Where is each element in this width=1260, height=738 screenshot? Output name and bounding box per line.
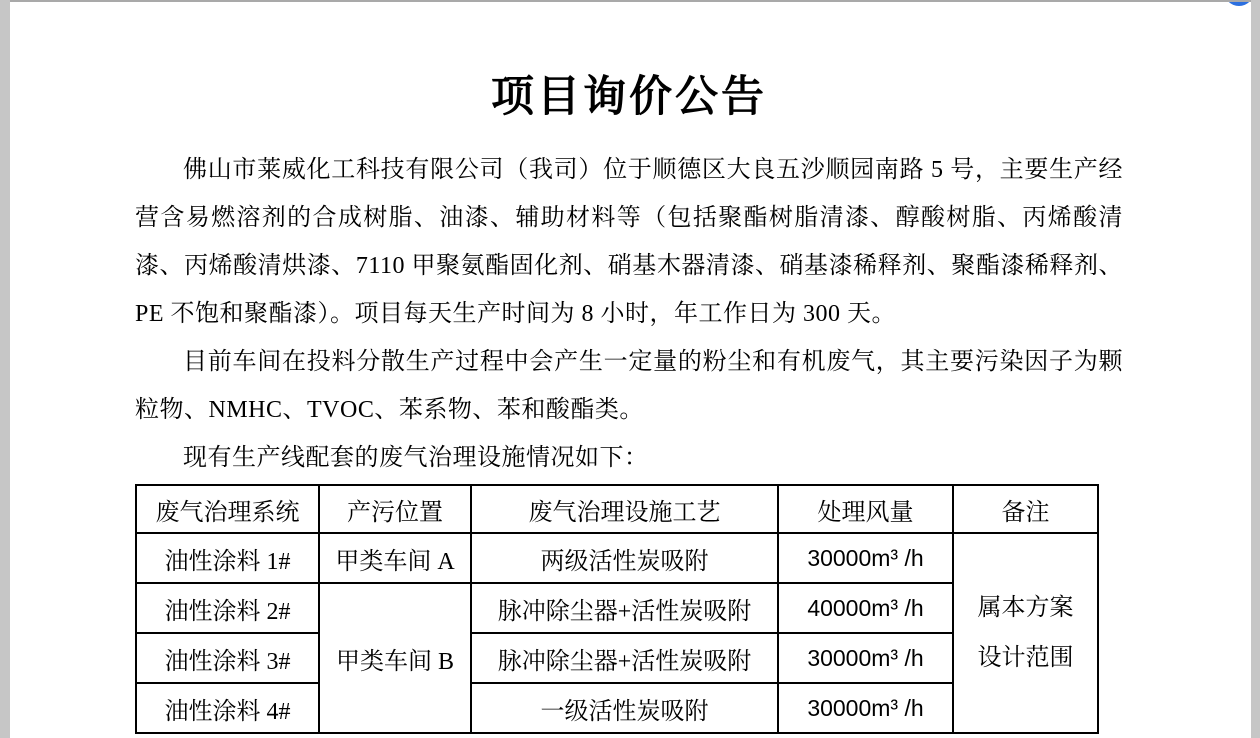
cell-airflow-3: 30000m³ /h xyxy=(778,633,953,683)
cell-airflow-2: 40000m³ /h xyxy=(778,583,953,633)
cell-system-4: 油性涂料 4# xyxy=(136,683,319,733)
table-row xyxy=(136,533,1098,583)
cell-process-4: 一级活性炭吸附 xyxy=(471,683,778,733)
header-process: 废气治理设施工艺 xyxy=(471,485,778,533)
paragraph-table-intro: 现有生产线配套的废气治理设施情况如下： xyxy=(183,445,649,471)
floating-blue-button[interactable] xyxy=(1224,0,1251,6)
remark-line-2: 设计范围 xyxy=(977,645,1074,671)
cell-airflow-4: 30000m³ /h xyxy=(778,683,953,733)
header-airflow: 处理风量 xyxy=(778,485,953,533)
cell-remark-merged xyxy=(953,533,1098,733)
header-system: 废气治理系统 xyxy=(136,485,319,533)
cell-location-workshop-a: 甲类车间 A xyxy=(319,533,471,583)
cell-location-workshop-b: 甲类车间 B xyxy=(319,583,471,733)
header-remark: 备注 xyxy=(953,485,1098,533)
cell-process-3: 脉冲除尘器+活性炭吸附 xyxy=(471,633,778,683)
remark-line-1: 属本方案 xyxy=(977,595,1074,621)
cell-process-1: 两级活性炭吸附 xyxy=(471,533,778,583)
cell-airflow-1: 30000m³ /h xyxy=(778,533,953,583)
table-header-row xyxy=(136,485,1098,533)
cell-system-1: 油性涂料 1# xyxy=(136,533,319,583)
paragraph-pollution-sources: 目前车间在投料分散生产过程中会产生一定量的粉尘和有机废气，其主要污染因子为颗粒物、NMHC、TVOC、苯系物、苯和酸酯类。 xyxy=(135,349,1123,423)
cell-process-2: 脉冲除尘器+活性炭吸附 xyxy=(471,583,778,633)
header-location: 产污位置 xyxy=(319,485,471,533)
waste-gas-treatment-table xyxy=(135,484,1099,734)
document-title: 项目询价公告 xyxy=(491,74,767,121)
cell-system-2: 油性涂料 2# xyxy=(136,583,319,633)
document-page xyxy=(10,0,1251,738)
cell-system-3: 油性涂料 3# xyxy=(136,633,319,683)
paragraph-company-intro: 佛山市莱威化工科技有限公司（我司）位于顺德区大良五沙顺园南路 5 号，主要生产经营含易燃溶剂的合成树脂、油漆、辅助材料等（包括聚酯树脂清漆、醇酸树脂、丙烯酸清漆、丙烯酸清烘漆、7110 甲聚氨酯固化剂、硝基木器清漆、硝基漆稀释剂、聚酯漆稀释剂、PE 不饱和聚酯漆）。项目每天生产时间为 8 小时，年工作日为 300 天。 xyxy=(135,157,1123,327)
